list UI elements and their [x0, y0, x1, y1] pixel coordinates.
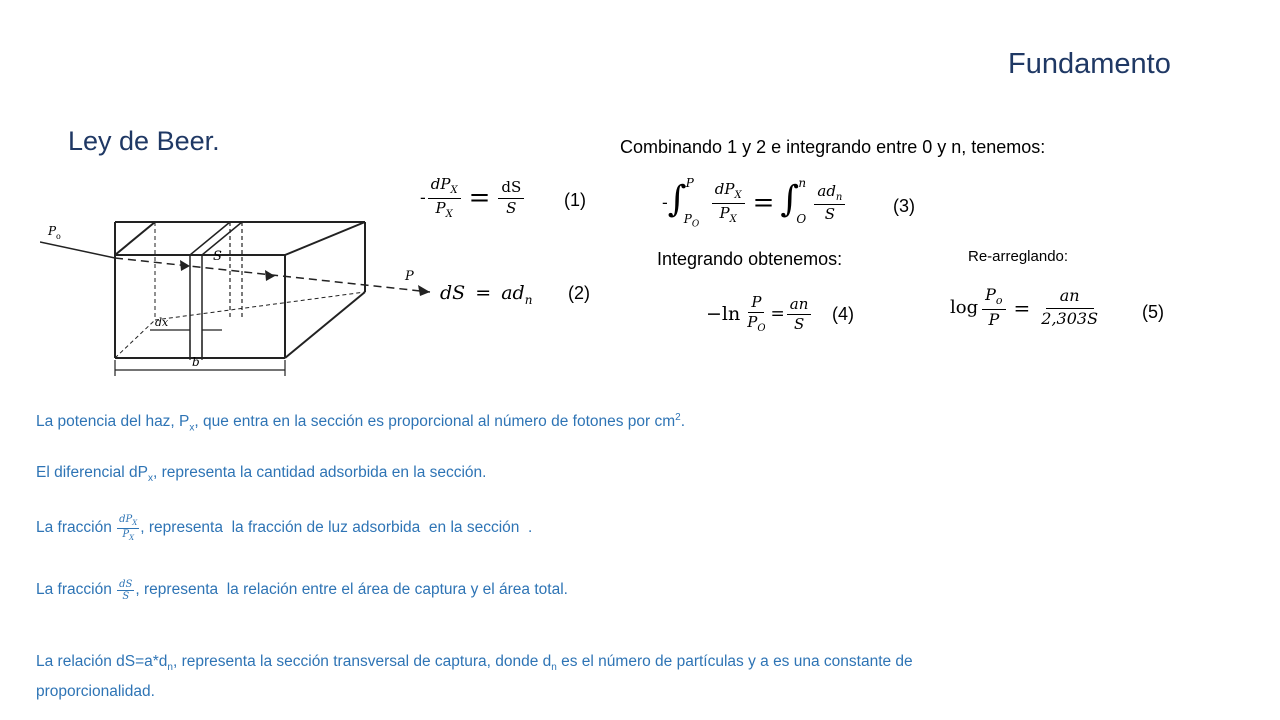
eq3-number: (3) — [893, 196, 915, 216]
diagram-label-b: b — [192, 355, 200, 369]
diagram-label-po-sub: o — [56, 232, 61, 241]
beer-law-cell-diagram — [40, 180, 440, 380]
paragraph-fraction-area: La fracción $\frac{dS}{S}$ , representa la relación entre el área de captura y el área total. — [36, 578, 568, 602]
inline-fraction-ds-s: $\frac{dS}{S}$ — [119, 578, 133, 602]
eq3-rhs-fraction: $\frac{ad_n}{S}$ — [814, 183, 845, 224]
eq1-number: (1) — [564, 190, 586, 210]
equation-2: dS = $ad_n$ — [440, 282, 533, 307]
paragraph-power: La potencia del haz, $P_x$, que entra en la sección es proporcional al número de fotones por $cm^2$. — [36, 412, 686, 434]
paragraph-fraction-light: La fracción $\frac{dP_X}{P_X}$ , representa la fracción de luz adsorbida en la sección . — [36, 514, 533, 542]
diagram-label-p: P — [405, 269, 414, 284]
equation-3: - ∫ P $P_O$ $\frac{dP_X}{P_X}$ = ∫ n O $\frac{ad_n}{S}$ — [662, 176, 847, 230]
eq5-number: (5) — [1142, 302, 1164, 322]
eq5-rhs-fraction: $\frac{an}{2,303S}$ — [1041, 286, 1099, 328]
eq4-number: (4) — [832, 304, 854, 324]
section-subtitle: Ley de Beer. — [68, 126, 220, 156]
eq4-rhs-fraction: $\frac{an}{S}$ — [787, 296, 812, 334]
integrating-text: Integrando obtenemos: — [657, 249, 843, 269]
equation-1: - $\frac{dP_X}{P_X}$ = $\frac{dS}{S}$ — [420, 176, 526, 220]
eq2-number: (2) — [568, 283, 590, 303]
eq1-lhs-fraction: $\frac{dP_X}{P_X}$ — [428, 176, 461, 220]
eq1-rhs-fraction: $\frac{dS}{S}$ — [498, 179, 524, 217]
diagram-label-po: P — [48, 224, 57, 238]
page-title: Fundamento — [1008, 48, 1171, 80]
eq4-lhs-fraction: $\frac{P}{P_O}$ — [747, 293, 766, 335]
paragraph-differential: El diferencial $dP_x$, representa la cantidad adsorbida en la sección. — [36, 464, 487, 485]
equation-4: −ln $\frac{P}{P_O}$ = $\frac{an}{S}$ — [706, 294, 813, 335]
combining-text: Combinando 1 y 2 e integrando entre 0 y n, tenemos: — [620, 137, 1046, 157]
equation-5: log $\frac{P_o}{P}$ = $\frac{an}{2,303S}$ — [950, 286, 1103, 329]
diagram-label-s: S — [213, 249, 222, 264]
rearranging-text: Re-arreglando: — [968, 248, 1069, 265]
diagram-label-dx: dx — [155, 316, 169, 329]
inline-fraction-dpx-px: $\frac{dP_X}{P_X}$ — [119, 514, 138, 542]
eq5-lhs-fraction: $\frac{P_o}{P}$ — [982, 286, 1005, 329]
paragraph-relation: La relación $dS=a*d_n$, representa la sección transversal de captura, donde $d_n$ es el número de partículas y a es una constante de proporcionalidad. — [36, 653, 913, 701]
eq3-lhs-fraction: $\frac{dP_X}{P_X}$ — [712, 181, 745, 225]
